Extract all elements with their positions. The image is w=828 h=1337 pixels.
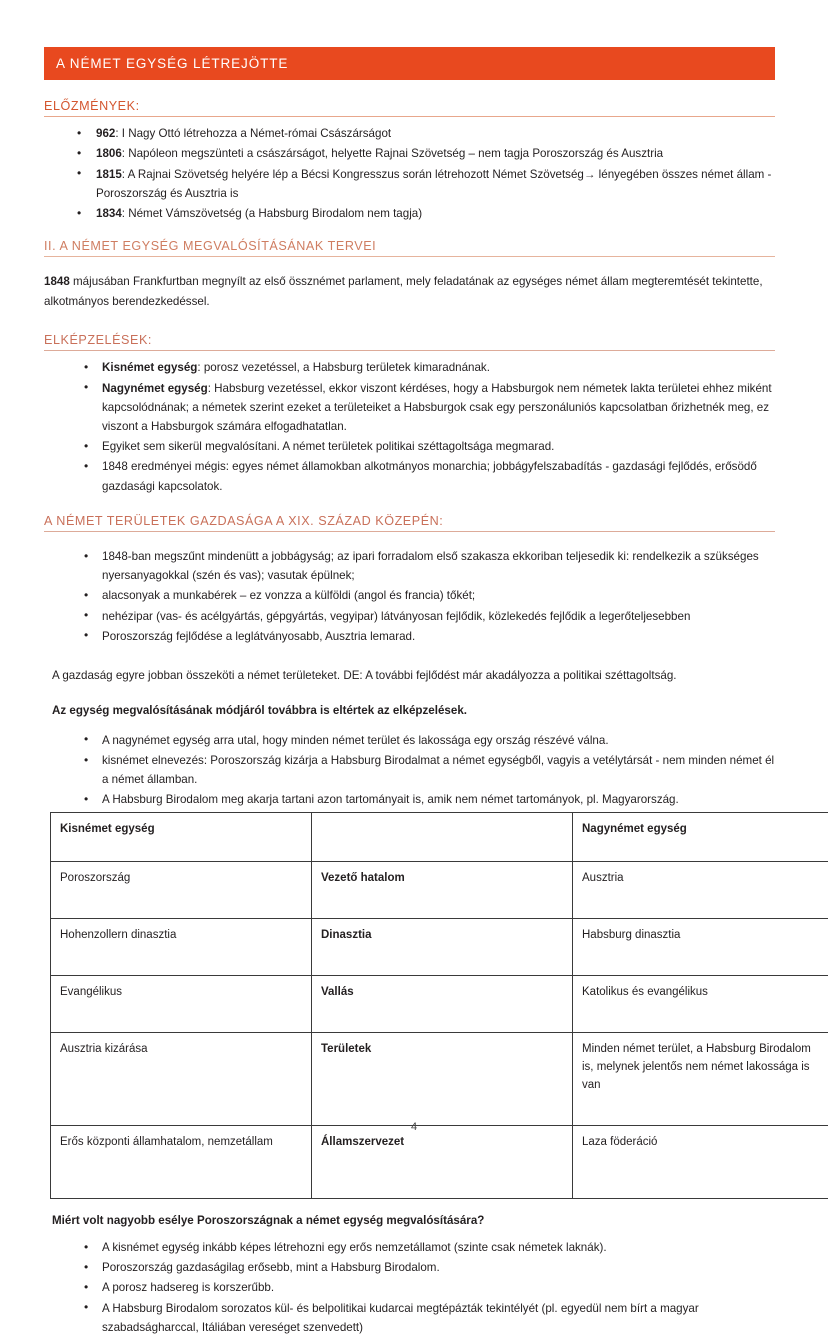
list-item xyxy=(44,457,776,495)
list-item: • kisnémet elnevezés: Poroszország kizárja a Habsburg Birodalmat a német egységből, vagyis a vetélytársát - nem minden német él a német államban. xyxy=(44,751,776,789)
list-item xyxy=(44,144,776,163)
table-row xyxy=(51,918,828,975)
gazdasag-list xyxy=(44,547,776,646)
table-cell-right: Ausztria xyxy=(573,861,828,918)
item-text: : Napóleon megszünteti a császárságot, helyette Rajnai Szövetség – nem tagja Poroszország és Ausztria xyxy=(122,147,663,160)
comparison-table xyxy=(50,812,828,1199)
list-item xyxy=(44,204,776,223)
section-rule xyxy=(44,116,775,117)
table-cell-right: Minden német terület, a Habsburg Birodalom is, melynek jelentős nem német lakossága is van xyxy=(573,1032,828,1125)
item-text: : I Nagy Ottó létrehozza a Német-római Császárságot xyxy=(115,127,391,140)
item-lead: Nagynémet egység xyxy=(102,382,208,395)
table-cell-left: Evangélikus xyxy=(51,975,312,1032)
item-year: 962 xyxy=(96,127,115,140)
section-tervei xyxy=(44,239,776,311)
item-text: Egyiket sem sikerül megvalósítani. A német területek politikai széttagoltsága megmarad. xyxy=(102,440,554,453)
item-lead: Kisnémet egység xyxy=(102,361,197,374)
modjarol-lead xyxy=(44,701,776,720)
miert-heading-text: Miért volt nagyobb esélye Poroszországnak a német egység megvalósítására? xyxy=(52,1214,484,1227)
list-item: • A porosz hadsereg is korszerűbb. xyxy=(44,1278,776,1297)
item-year: 1834 xyxy=(96,207,122,220)
item-text: : Habsburg vezetéssel, ekkor viszont kérdéses, hogy a Habsburgok nem németek lakta területei ehhez miként kapcsolódnának; a németek szerint ezeket a területeiket a Habsburgok csak egy perszonáluniós kapcsolatban őrizhetnék meg, ez viszont a Habsburgok számára elfogadhatatlan. xyxy=(102,382,772,433)
section-elkepzelesek xyxy=(44,333,776,496)
table-cell-middle xyxy=(312,812,573,861)
section-heading-tervei: II. A NÉMET EGYSÉG MEGVALÓSÍTÁSÁNAK TERVEI xyxy=(44,239,775,256)
table-cell-left: Erős központi államhatalom, nemzetállam xyxy=(51,1125,312,1198)
section-rule xyxy=(44,256,775,257)
elkepzelesek-list xyxy=(44,358,776,495)
table-cell-right: Katolikus és evangélikus xyxy=(573,975,828,1032)
section-heading-elkepzelesek: ELKÉPZELÉSEK: xyxy=(44,333,775,350)
table-cell-left: Kisnémet egység xyxy=(51,812,312,861)
list-item xyxy=(44,437,776,456)
section-heading-gazdasag: A NÉMET TERÜLETEK GAZDASÁGA A XIX. SZÁZAD KÖZEPÉN: xyxy=(44,514,775,531)
section-heading-elozmenyek: ELŐZMÉNYEK: xyxy=(44,99,775,116)
table-cell-middle: Vezető hatalom xyxy=(312,861,573,918)
miert-list xyxy=(44,1238,776,1337)
item-text: : A Rajnai Szövetség helyére lép a Bécsi Kongresszus során létrehozott Német Szövetség→ lényegében összes német állam - Poroszország és Ausztria is xyxy=(96,168,771,200)
table-row xyxy=(51,861,828,918)
tervei-paragraph xyxy=(44,272,775,311)
section-rule xyxy=(44,350,775,351)
page-title-bar: A NÉMET EGYSÉG LÉTREJÖTTE xyxy=(44,47,775,80)
paragraph-year: 1848 xyxy=(44,275,70,288)
list-item: • A kisnémet egység inkább képes létrehozni egy erős nemzetállamot (szinte csak németek laknák). xyxy=(44,1238,776,1257)
table-row-header xyxy=(51,812,828,861)
table-cell-right: Nagynémet egység xyxy=(573,812,828,861)
item-year: 1815 xyxy=(96,168,122,181)
list-item: • A Habsburg Birodalom meg akarja tartani azon tartományait is, amik nem német tartományok, pl. Magyarország. xyxy=(44,790,776,809)
list-item: • Poroszország fejlődése a leglátványosabb, Ausztria lemarad. xyxy=(44,627,776,646)
table-cell-middle: Vallás xyxy=(312,975,573,1032)
table-cell-middle: Államszervezet xyxy=(312,1125,573,1198)
modjarol-lead-text: Az egység megvalósításának módjáról továbbra is eltértek az elképzelések. xyxy=(52,704,467,717)
table-cell-middle: Dinasztia xyxy=(312,918,573,975)
modjarol-list xyxy=(44,731,776,810)
table-cell-left: Ausztria kizárása xyxy=(51,1032,312,1125)
table-row xyxy=(51,1032,828,1125)
section-gazdasag xyxy=(44,514,776,646)
list-item: • A nagynémet egység arra utal, hogy minden német terület és lakossága egy ország részévé válna. xyxy=(44,731,776,750)
list-item: • Poroszország gazdaságilag erősebb, mint a Habsburg Birodalom. xyxy=(44,1258,776,1277)
table-cell-right: Habsburg dinasztia xyxy=(573,918,828,975)
gazdasag-closing-paragraph: A gazdaság egyre jobban összeköti a német területeket. DE: A további fejlődést már akadályozza a politikai széttagoltság. xyxy=(44,666,776,685)
elozmenyek-list xyxy=(44,124,776,223)
list-item: • 1848-ban megszűnt mindenütt a jobbágyság; az ipari forradalom első szakasza ekkoriban teljesedik ki: rendelkezik a szükséges nyersanyagokkal (szén és vas); vasutak épülnek; xyxy=(44,547,776,585)
item-text: : porosz vezetéssel, a Habsburg területek kimaradnának. xyxy=(197,361,490,374)
item-text: 1848 eredményei mégis: egyes német államokban alkotmányos monarchia; jobbágyfelszabadítás - gazdasági fejlődés, erősödő gazdasági kapcsolatok. xyxy=(102,460,757,492)
miert-heading xyxy=(44,1211,776,1230)
item-text: : Német Vámszövetség (a Habsburg Birodalom nem tagja) xyxy=(122,207,422,220)
list-item xyxy=(44,165,776,203)
section-elozmenyek xyxy=(44,99,776,223)
table-cell-middle: Területek xyxy=(312,1032,573,1125)
table-row xyxy=(51,1125,828,1198)
table-cell-right: Laza föderáció xyxy=(573,1125,828,1198)
list-item: • nehézipar (vas- és acélgyártás, gépgyártás, vegyipar) látványosan fejlődik, közlekedés fejlődik a legerőteljesebben xyxy=(44,607,776,626)
list-item: • A Habsburg Birodalom sorozatos kül- és belpolitikai kudarcai megtépázták tekintélyét (pl. egyedül nem bírt a magyar szabadságharccal, Itáliában vereséget szenvedett) xyxy=(44,1299,776,1337)
paragraph-text: májusában Frankfurtban megnyílt az első össznémet parlament, mely feladatának az egységes német állam megteremtését tekintette, alkotmányos berendezkedéssel. xyxy=(44,275,763,307)
table-cell-left: Poroszország xyxy=(51,861,312,918)
item-year: 1806 xyxy=(96,147,122,160)
list-item: • alacsonyak a munkabérek – ez vonzza a külföldi (angol és francia) tőkét; xyxy=(44,586,776,605)
table-row xyxy=(51,975,828,1032)
page-number: 4 xyxy=(0,1121,828,1133)
list-item xyxy=(44,124,776,143)
list-item xyxy=(44,358,776,377)
section-rule xyxy=(44,531,775,532)
table-cell-left: Hohenzollern dinasztia xyxy=(51,918,312,975)
list-item xyxy=(44,379,776,437)
